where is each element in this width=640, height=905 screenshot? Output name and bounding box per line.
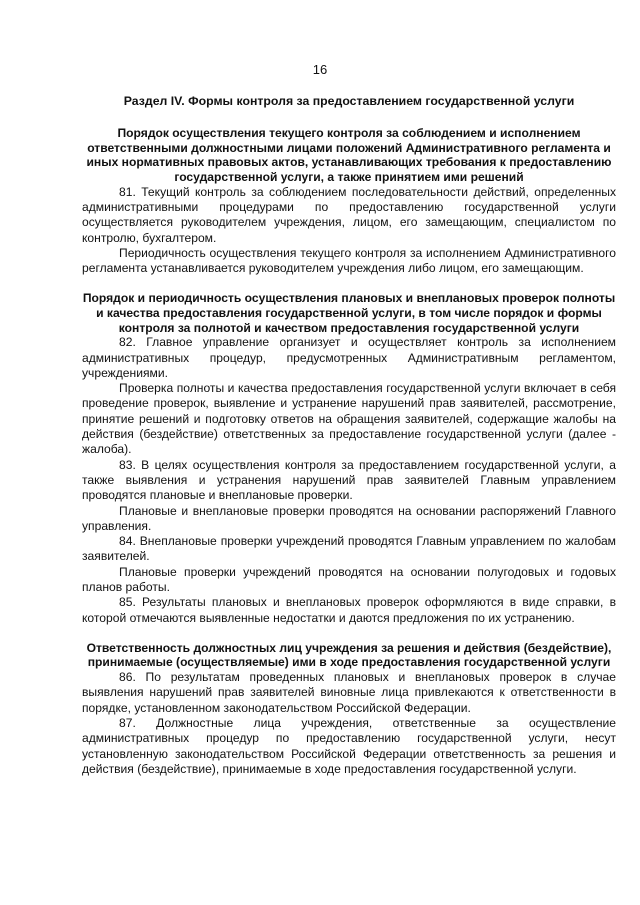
paragraph: Периодичность осуществления текущего контроля за исполнением Административного регламента устанавливается руководителем учреждения либо лицом, его замещающим. bbox=[82, 245, 616, 276]
section-title: Раздел IV. Формы контроля за предоставлением государственной услуги bbox=[123, 94, 575, 108]
paragraph: 81. Текущий контроль за соблюдением последовательности действий, определенных административными процедурами по предоставлению государственной услуги осуществляется руководителем учреждения, лицом, его замещающим, специалистом по контролю, бухгалтером. bbox=[82, 184, 616, 245]
paragraph: Плановые и внеплановые проверки проводятся на основании распоряжений Главного управления. bbox=[82, 503, 616, 533]
paragraph: 85. Результаты плановых и внеплановых проверок оформляются в виде справки, в которой отмечаются выявленные недостатки и даются предложения по их устранению. bbox=[82, 595, 616, 625]
document-body bbox=[82, 94, 616, 777]
subsection-heading: Порядок и периодичность осуществления плановых и внеплановых проверок полноты и качества предоставления государственной услуги, в том числе порядок и формы контроля за полнотой и качеством предоставления государственной услуги bbox=[82, 291, 616, 335]
paragraph: 84. Внеплановые проверки учреждений проводятся Главным управлением по жалобам заявителей. bbox=[82, 534, 616, 564]
paragraph: 82. Главное управление организует и осуществляет контроль за исполнением административных процедур, предусмотренных Административным регламентом, учреждениями. bbox=[82, 335, 616, 380]
page-number: 16 bbox=[312, 62, 328, 77]
paragraph: 83. В целях осуществления контроля за предоставлением государственной услуги, а также выявления и устранения нарушений прав заявителей Главным управлением проводятся плановые и внеплановые проверки. bbox=[82, 457, 616, 503]
paragraph: Проверка полноты и качества предоставления государственной услуги включает в себя проведение проверок, выявление и устранение нарушений прав заявителей, рассмотрение, принятие решений и подготовку ответов на обращения заявителей, содержащие жалобы на действия (бездействие) ответственных за предоставление государственной услуги (далее - жалоба). bbox=[82, 381, 616, 457]
subsection-heading: Порядок осуществления текущего контроля за соблюдением и исполнением ответственными должностными лицами положений Административного регламента и иных нормативных правовых актов, устанавливающих требования к предоставлению государственной услуги, а также принятием ими решений bbox=[86, 126, 612, 185]
paragraph: Плановые проверки учреждений проводятся на основании полугодовых и годовых планов работы. bbox=[82, 564, 616, 594]
paragraph: 86. По результатам проведенных плановых и внеплановых проверок в случае выявления нарушений прав заявителей виновные лица привлекаются к ответственности в порядке, установленном законодательством Российской Федерации. bbox=[82, 670, 616, 715]
subsection-heading: Ответственность должностных лиц учреждения за решения и действия (бездействие), принимаемые (осуществляемые) ими в ходе предоставления государственной услуги bbox=[86, 640, 612, 670]
paragraph: 87. Должностные лица учреждения, ответственные за осуществление административных процедур по предоставлению государственной услуги, несут установленную законодательством Российской Федерации ответственность за решения и действия (бездействие), принимаемые в ходе предоставления государственной услуги. bbox=[82, 715, 616, 776]
